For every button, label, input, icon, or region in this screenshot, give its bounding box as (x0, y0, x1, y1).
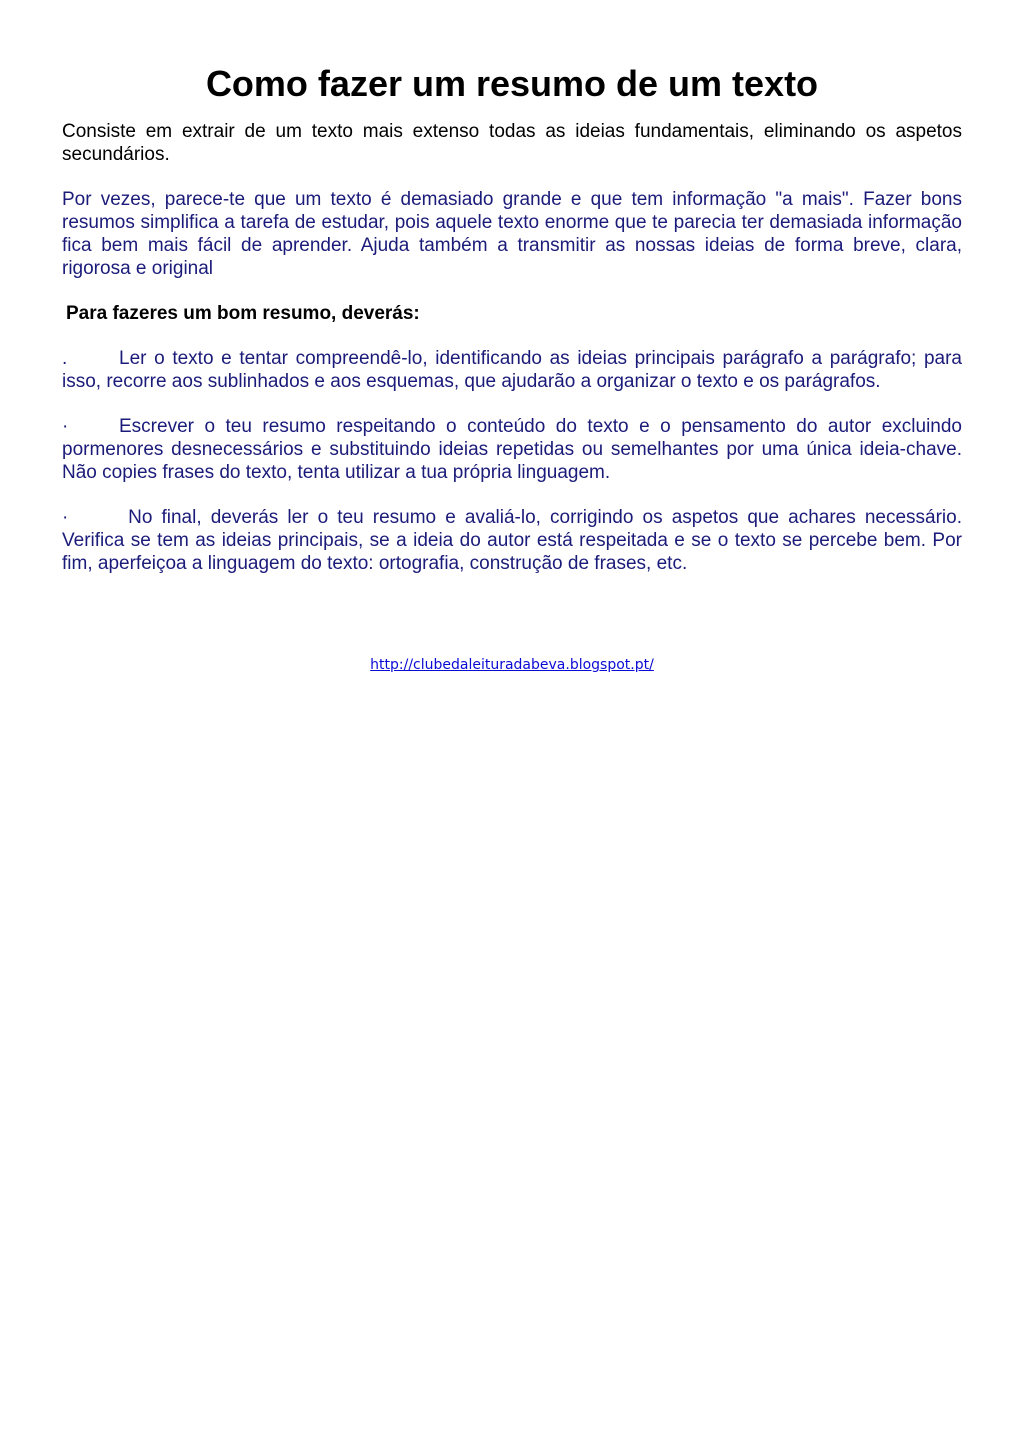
spacer (62, 484, 962, 506)
document-page (62, 62, 962, 674)
source-link-container (62, 656, 962, 674)
step-marker: · (62, 507, 69, 528)
spacer (62, 280, 962, 302)
context-paragraph: Por vezes, parece-te que um texto é demasiado grande e que tem informação "a mais". Fazer bons resumos simplifica a tarefa de estudar, pois aquele texto enorme que te parecia ter demasiada informação fica bem mais fácil de aprender. Ajuda também a transmitir as nossas ideias de forma breve, clara, rigorosa e original (62, 189, 962, 279)
document-title: Como fazer um resumo de um texto (205, 63, 819, 104)
step-marker: · (62, 416, 69, 437)
step-text: No final, deverás ler o teu resumo e avaliá-lo, corrigindo os aspetos que achares necessário. Verifica se tem as ideias principais, se a ideia do autor está respeitada e se o texto se percebe bem. Por fim, aperfeiçoa a linguagem do texto: ortografia, construção de frases, etc. (62, 507, 962, 574)
step-item (62, 506, 962, 575)
steps-heading: Para fazeres um bom resumo, deverás: (66, 303, 420, 324)
step-item (62, 415, 962, 484)
intro-paragraph: Consiste em extrair de um texto mais extenso todas as ideias fundamentais, eliminando os aspetos secundários. (62, 121, 962, 165)
step-text: Ler o texto e tentar compreendê-lo, identificando as ideias principais parágrafo a parágrafo; para isso, recorre aos sublinhados e aos esquemas, que ajudarão a organizar o texto e os parágrafos. (62, 348, 962, 392)
spacer (62, 393, 962, 415)
step-text: Escrever o teu resumo respeitando o conteúdo do texto e o pensamento do autor excluindo pormenores desnecessários e substituindo ideias repetidas ou semelhantes por uma única ideia-chave. Não copies frases do texto, tenta utilizar a tua própria linguagem. (62, 416, 962, 483)
source-link[interactable]: http://clubedaleituradabeva.blogspot.pt/ (370, 657, 654, 673)
step-item (62, 347, 962, 393)
step-marker: . (62, 348, 68, 369)
spacer (62, 325, 962, 347)
spacer (62, 166, 962, 188)
